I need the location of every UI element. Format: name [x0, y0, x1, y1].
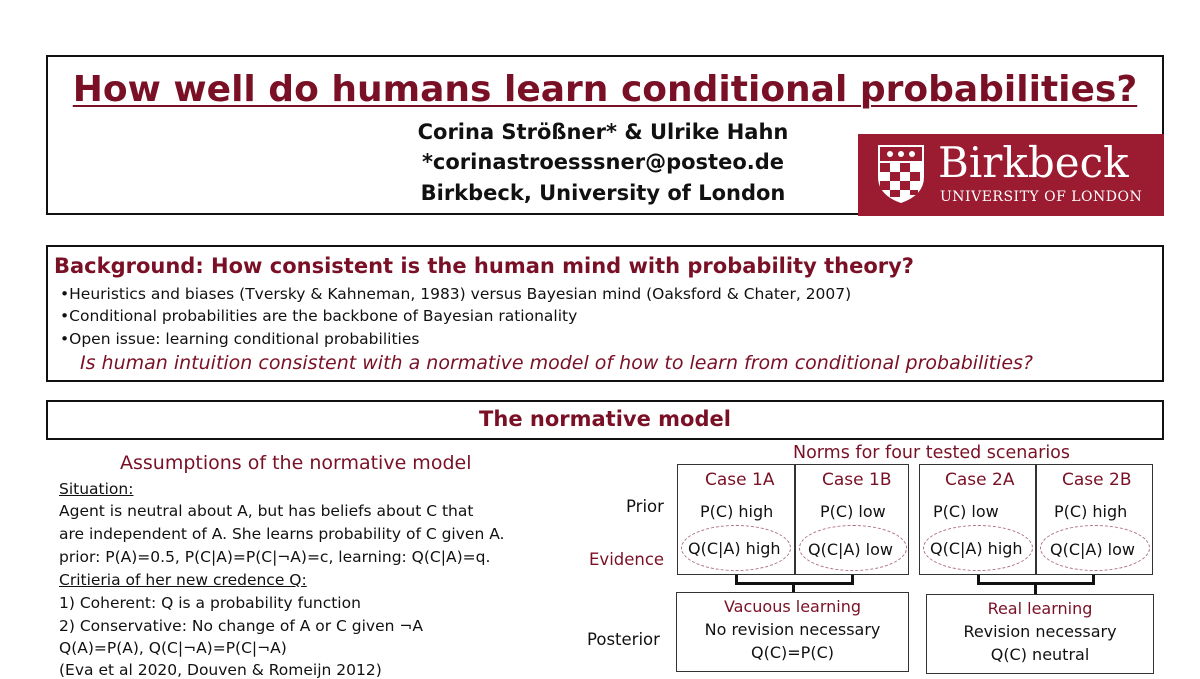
case-prior: P(C) high: [700, 502, 774, 521]
case-label: Case 1B: [822, 470, 892, 490]
case-evidence: Q(C|A) high: [688, 539, 781, 558]
background-heading: Background: How consistent is the human mind with probability theory?: [54, 254, 914, 278]
connector-stem: [1034, 584, 1037, 594]
background-panel: [46, 245, 1164, 382]
affiliation: Birkbeck, University of London: [420, 181, 786, 205]
title-panel: [46, 55, 1164, 215]
research-question: Is human intuition consistent with a normative model of how to learn from conditional probabilities?: [80, 352, 1034, 374]
outcome-line: Revision necessary: [963, 622, 1117, 641]
case-evidence: Q(C|A) high: [930, 539, 1023, 558]
criteria-line: (Eva et al 2020, Douven & Romeijn 2012): [59, 661, 382, 679]
situation-line: Agent is neutral about A, but has beliefs about C that: [59, 502, 474, 520]
case-2b-box: [1036, 464, 1153, 575]
case-label: Case 2B: [1062, 470, 1132, 490]
section-title: The normative model: [479, 407, 731, 431]
criteria-line: 1) Coherent: Q is a probability function: [59, 594, 361, 612]
outcome-title: Real learning: [987, 599, 1093, 618]
bullet-item: •Conditional probabilities are the backbone of Bayesian rationality: [60, 307, 578, 325]
case-evidence: Q(C|A) low: [808, 540, 893, 559]
case-1a-box: [677, 464, 795, 575]
outcome-line: Q(C) neutral: [990, 645, 1090, 664]
poster-title: How well do humans learn conditional probabilities?: [72, 69, 1138, 110]
case-label: Case 2A: [945, 470, 1015, 490]
birkbeck-logo: [858, 134, 1164, 216]
outcome-line: Q(C)=P(C): [751, 643, 834, 662]
case-prior: P(C) high: [1054, 502, 1128, 521]
crest-icon: [876, 143, 926, 205]
criteria-label: Critieria of her new credence Q:: [59, 571, 307, 589]
case-2a-box: [919, 464, 1036, 575]
posterior-row-label: Posterior: [587, 630, 660, 649]
case-prior: P(C) low: [933, 502, 999, 521]
logo-name: Birkbeck: [938, 138, 1129, 187]
vacuous-learning-box: [676, 592, 909, 672]
case-label: Case 1A: [705, 470, 775, 490]
case-prior: P(C) low: [820, 502, 886, 521]
criteria-line: 2) Conservative: No change of A or C given ¬A: [59, 617, 423, 635]
outcome-title: Vacuous learning: [723, 597, 862, 616]
bullet-item: •Open issue: learning conditional probabilities: [60, 330, 420, 348]
situation-line: are independent of A. She learns probability of C given A.: [59, 525, 505, 543]
connector-stem: [792, 584, 795, 592]
criteria-line: Q(A)=P(A), Q(C|¬A)=P(C|¬A): [59, 639, 287, 657]
normative-model-header: [46, 400, 1164, 440]
bullet-item: •Heuristics and biases (Tversky & Kahneman, 1983) versus Bayesian mind (Oaksford & Chater, 2007): [60, 285, 852, 303]
authors: Corina Strößner* & Ulrike Hahn: [417, 120, 789, 144]
email: *corinastroesssner@posteo.de: [421, 150, 785, 174]
prior-row-label: Prior: [626, 497, 664, 516]
case-1b-box: [795, 464, 909, 575]
norms-title: Norms for four tested scenarios: [793, 443, 1071, 463]
evidence-row-label: Evidence: [589, 550, 665, 569]
situation-label: Situation:: [59, 480, 134, 498]
case-evidence: Q(C|A) low: [1050, 540, 1135, 559]
outcome-line: No revision necessary: [704, 620, 881, 639]
situation-line: prior: P(A)=0.5, P(C|A)=P(C|¬A)=c, learning: Q(C|A)=q.: [59, 548, 491, 566]
assumptions-title: Assumptions of the normative model: [120, 452, 472, 474]
real-learning-box: [926, 594, 1154, 674]
logo-subtitle: UNIVERSITY OF LONDON: [940, 189, 1143, 205]
